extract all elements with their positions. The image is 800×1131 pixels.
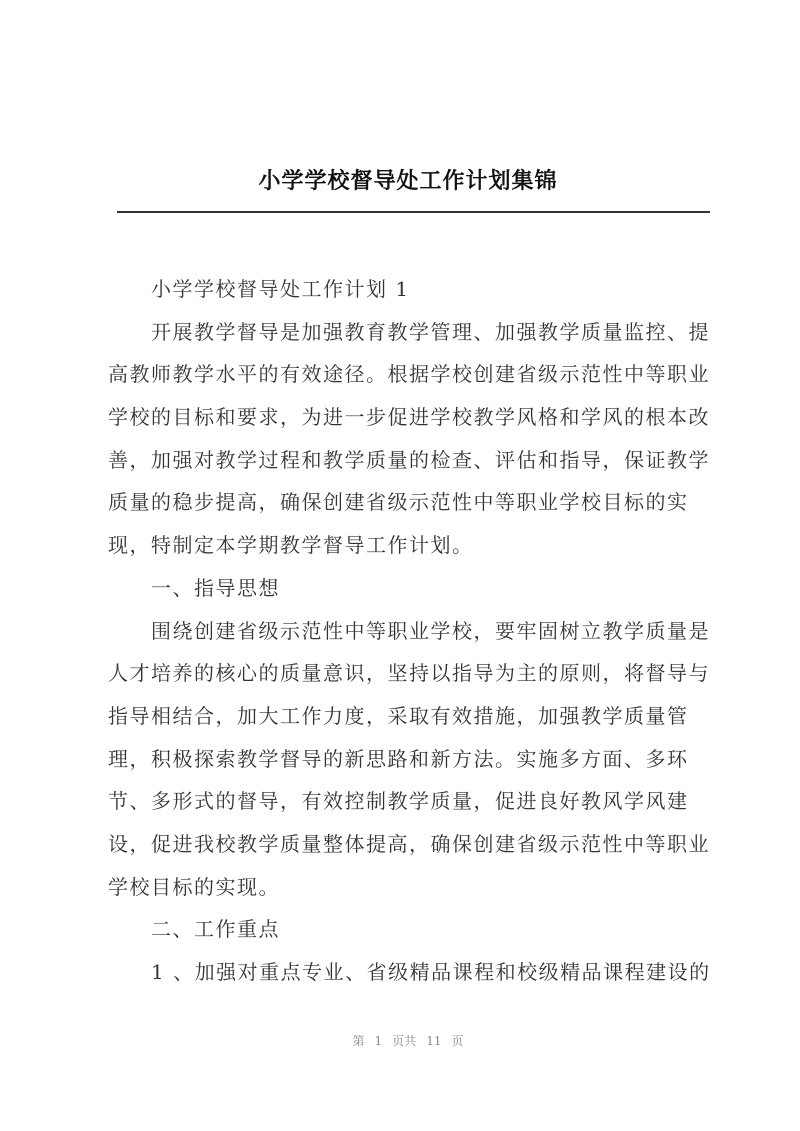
text-line: 围绕创建省级示范性中等职业学校，要牢固树立教学质量是 xyxy=(151,618,710,643)
footer-mid: 页共 xyxy=(392,1034,417,1048)
text-line: 开展教学督导是加强教育教学管理、加强教学质量监控、提 xyxy=(151,319,710,344)
text-line: 节、多形式的督导，有效控制教学质量，促进良好教风学风建 xyxy=(108,789,689,814)
text-line: 一、指导思想 xyxy=(151,575,280,600)
document-title: 小学学校督导处工作计划集锦 xyxy=(258,169,558,194)
text-line: 小学学校督导处工作计划 1 xyxy=(151,277,410,301)
text-line: 现，特制定本学期教学督导工作计划。 xyxy=(108,533,474,558)
title-divider xyxy=(117,211,710,213)
text-line: 学校的目标和要求，为进一步促进学校教学风格和学风的根本改 xyxy=(108,405,710,430)
footer-prefix: 第 xyxy=(352,1034,365,1048)
text-line: 学校目标的实现。 xyxy=(108,874,280,899)
text-line: 二、工作重点 xyxy=(151,917,280,942)
footer-suffix: 页 xyxy=(451,1034,464,1048)
text-line: 理，积极探索教学督导的新思路和新方法。实施多方面、多环 xyxy=(108,746,689,771)
document-body xyxy=(108,268,718,994)
text-line: 善，加强对教学过程和教学质量的检查、评估和指导，保证教学 xyxy=(108,447,710,472)
footer-total-pages: 11 xyxy=(426,1034,442,1048)
text-line: 质量的稳步提高，确保创建省级示范性中等职业学校目标的实 xyxy=(108,490,689,515)
text-line: 高教师教学水平的有效途径。根据学校创建省级示范性中等职业 xyxy=(108,362,710,387)
footer-page-number: 1 xyxy=(374,1034,383,1048)
text-line: 1 、加强对重点专业、省级精品课程和校级精品课程建设的 xyxy=(151,960,711,984)
text-line: 人才培养的核心的质量意识，坚持以指导为主的原则，将督导与 xyxy=(108,661,710,686)
page-footer xyxy=(0,1032,800,1049)
text-line: 设，促进我校教学质量整体提高，确保创建省级示范性中等职业 xyxy=(108,831,710,856)
text-line: 指导相结合，加大工作力度，采取有效措施，加强教学质量管 xyxy=(108,703,689,728)
